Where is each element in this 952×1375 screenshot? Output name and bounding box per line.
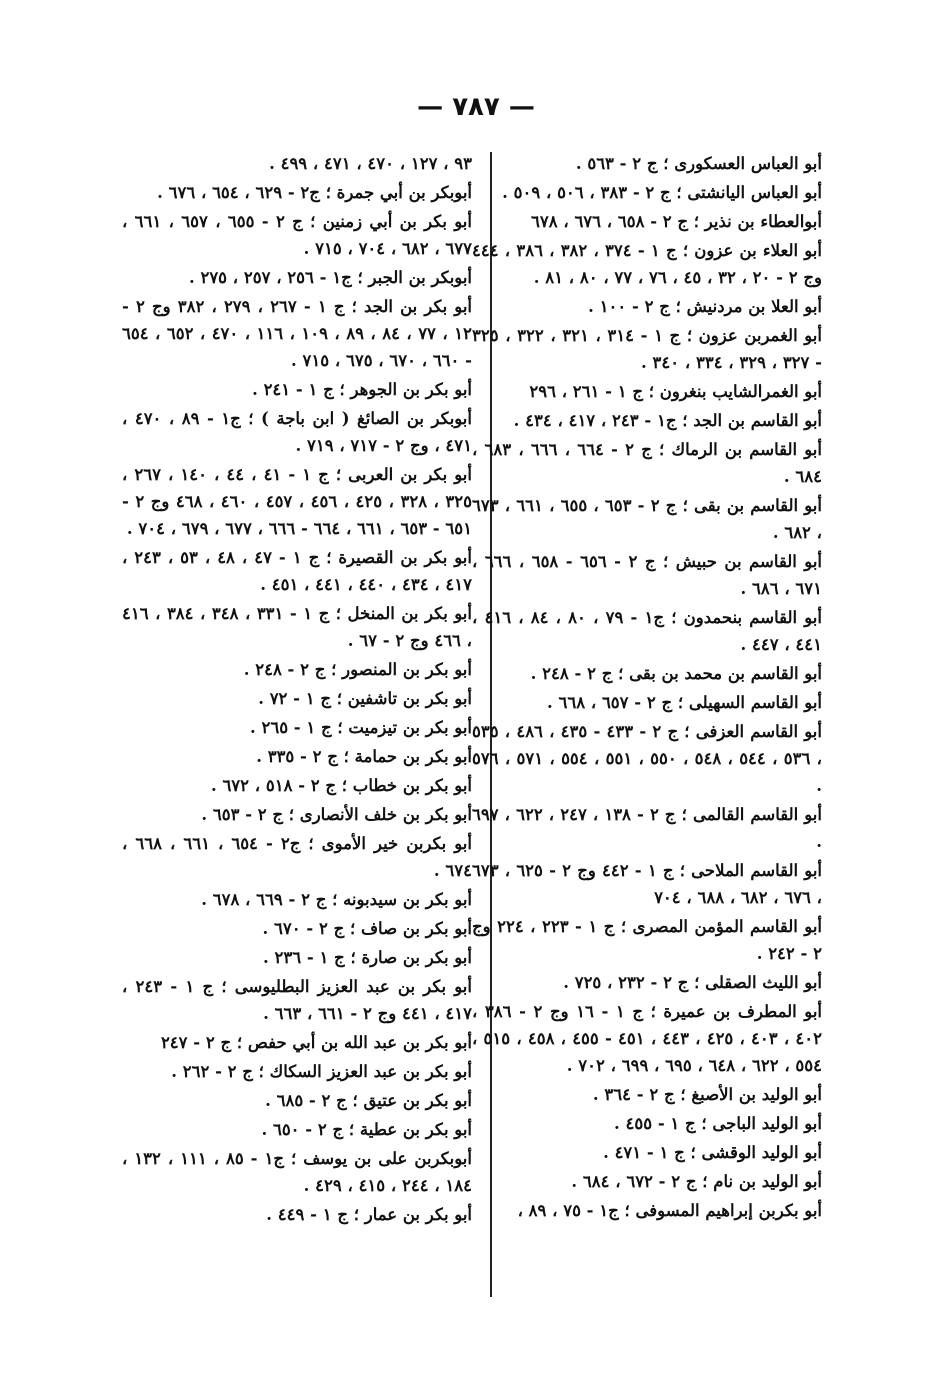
index-entry: أبو بكر بن خطاب ؛ ج ٢ - ٥١٨ ، ٦٧٢ .: [210, 776, 472, 795]
index-entry: ٩٣ ، ١٢٧ ، ٤٧٠ ، ٤٧١ ، ٤٩٩ .: [269, 154, 472, 173]
index-entry: أبو القاسم بن الرماك ؛ ج ٢ - ٦٦٤ ، ٦٦٦ ، ٦٨٣ ، ٦٨٤ .: [472, 440, 822, 486]
index-entry: أبو بكر بن أبي زمنين ؛ ج ٢ - ٦٥٥ ، ٦٥٧ ، ٦٦١ ، ٦٧٧ ، ٦٨٢ ، ٧٠٤ ، ٧١٥ .: [122, 212, 472, 258]
left-column: [122, 150, 472, 1228]
index-entry: أبو بكر بن القصيرة ؛ ج ١ - ٤٧ ، ٤٨ ، ٥٣ ، ٢٤٣ ، ٤١٧ ، ٤٣٤ ، ٤٤٠ ، ٤٤١ ، ٤٥١ .: [122, 548, 472, 594]
index-entry: أبو الوليد بن نام ؛ ج ٢ - ٦٧٢ ، ٦٨٤ .: [571, 1172, 822, 1191]
index-entry: أبو العلاء بن عزون ؛ ج ١ - ٣٧٤ ، ٣٨٢ ، ٣٨٦ ، ٤٤٤ وج ٢ - ٢٠ ، ٣٢ ، ٤٥ ، ٧٦ ، ٧٧ ، ٨٠ ، ٨١ .: [472, 241, 822, 287]
index-entry: أبو بكربن إبراهيم المسوفى ؛ ج١ - ٧٥ ، ٨٩ ،: [517, 1201, 822, 1220]
page-number: — ٧٨٧ —: [417, 92, 535, 122]
index-entry: أبو بكر بن الجد ؛ ج ١ - ٢٦٧ ، ٢٧٩ ، ٣٨٢ وج ٢ - ١٢ ، ٧٧ ، ٨٤ ، ٨٩ ، ١٠٩ ، ١١٦ ، ٤٧٠ ، ٦٥٢ ، ٦٥٤ - ٦٦٠ ، ٦٧٠ ، ٦٧٥ ، ٧١٥ .: [122, 297, 472, 370]
index-entry: أبو بكر بن عبد العزيز البطليوسى ؛ ج ١ - ٢٤٣ ، ٤١٧ ، ٤٤١ وج ٢ - ٦٦١ ، ٦٦٣ .: [122, 977, 472, 1023]
index-entry: أبو بكر بن حمامة ؛ ج ٢ - ٣٣٥ .: [256, 747, 472, 766]
index-entry: أبو القاسم القالمى ؛ ج ٢ - ١٣٨ ، ٢٤٧ ، ٦٢٢ ، ٦٩٧ .: [472, 805, 822, 851]
right-column: [472, 150, 822, 1224]
index-entry: أبوبكر بن أبي جمرة ؛ ج٢ - ٦٢٩ ، ٦٥٤ ، ٦٧٦ .: [157, 183, 472, 202]
index-entry: أبو بكر بن المنخل ؛ ج ١ - ٣٣١ ، ٣٤٨ ، ٣٨٤ ، ٤١٦ ، ٤٦٦ وج ٢ - ٦٧ .: [122, 604, 472, 650]
index-entry: أبو القاسم الملاحى ؛ ج ١ - ٤٤٢ وج ٢ - ٦٢٥ ، ٦٧٣ ، ٦٧٦ ، ٦٨٢ ، ٦٨٨ ، ٧٠٤: [472, 861, 823, 907]
index-entry: أبو بكر بن الجوهر ؛ ج ١ - ٢٤١ .: [252, 380, 472, 399]
index-entry: أبو القاسم بن الجد ؛ ج١ - ٢٤٣ ، ٤١٧ ، ٤٣٤ .: [513, 411, 822, 430]
index-entry: أبو العلا بن مردنيش ؛ ج ٢ - ١٠٠ .: [588, 297, 822, 316]
index-entry: أبو القاسم بن حبيش ؛ ج ٢ - ٦٥٦ - ٦٥٨ ، ٦٦٦ ، ٦٧١ ، ٦٨٦ .: [472, 552, 822, 598]
index-entry: أبو الوليد بن الأصبغ ؛ ج ٢ - ٣٦٤ .: [592, 1085, 822, 1104]
index-entry: أبو الوليد الباجى ؛ ج ١ - ٤٥٥ .: [613, 1114, 822, 1133]
index-entry: أبو القاسم السهيلى ؛ ج ٢ - ٦٥٧ ، ٦٦٨ .: [547, 693, 822, 712]
index-entry: أبو الوليد الوقشى ؛ ج ١ - ٤٧١ .: [603, 1143, 822, 1162]
index-entry: أبو القاسم بن محمد بن بقى ؛ ج ٢ - ٢٤٨ .: [530, 664, 822, 683]
index-entry: أبو الغمرالشايب بنغرون ؛ ج ١ - ٢٦١ ، ٢٩٦: [529, 382, 822, 401]
index-entry: أبو القاسم العزفى ؛ ج ٢ - ٤٣٣ - ٤٣٥ ، ٤٨٦ ، ٥٣٥ ، ٥٣٦ ، ٥٤٤ ، ٥٤٨ ، ٥٥٠ ، ٥٥١ ، ٥٥٤ ، ٥٧١ ، ٥٧٦ .: [472, 722, 822, 795]
index-entry: أبو بكر بن سيدبونه ؛ ج ٢ - ٦٦٩ ، ٦٧٨ .: [201, 890, 472, 909]
index-entry: أبو بكر بن تيزميت ؛ ج ١ - ٢٦٥ .: [249, 718, 472, 737]
index-entry: أبو بكر بن عتيق ؛ ج ٢ - ٦٨٥ .: [265, 1091, 472, 1110]
index-entry: أبو القاسم بنحمدون ؛ ج١ - ٧٩ ، ٨٠ ، ٨٤ ، ٤١٦ ، ٤٤١ ، ٤٤٧ .: [472, 608, 822, 654]
index-entry: أبوبكر بن الجبر ؛ ج١ - ٢٥٦ ، ٢٥٧ ، ٢٧٥ .: [188, 268, 472, 287]
index-entry: أبو بكر بن تاشفين ؛ ج ١ - ٧٢ .: [258, 689, 472, 708]
index-entry: أبو بكر بن عطية ؛ ج ٢ - ٦٥٠ .: [261, 1120, 472, 1139]
index-entry: أبو القاسم المؤمن المصرى ؛ ج ١ - ٢٢٣ ، ٢٢٤ وج ٢ - ٢٤٢ .: [472, 917, 822, 963]
index-entry: أبو الليث الصقلى ؛ ج ٢ - ٢٣٢ ، ٧٢٥ .: [563, 973, 822, 992]
index-entry: أبو بكر بن العربى ؛ ج ١ - ٤١ ، ٤٤ ، ١٤٠ ، ٢٦٧ ، ٣٢٥ ، ٣٢٨ ، ٤٢٥ ، ٤٥٦ ، ٤٥٧ ، ٤٦٠ ، ٤٦٨ وج ٢ - ٦٥١ - ٦٥٣ ، ٦٦١ ، ٦٦٤ - ٦٦٦ ، ٦٧٧ ، ٦٧٩ ، ٧٠٤ .: [122, 465, 472, 538]
index-entry: أبو بكر بن صارة ؛ ج ١ - ٢٣٦ .: [263, 948, 472, 967]
index-entry: أبو العباس العسكورى ؛ ج ٢ - ٥٦٣ .: [575, 154, 822, 173]
index-entry: أبو المطرف بن عميرة ؛ ج ١ - ١٦ وج ٢ - ٣٨٦ ، ٤٠٢ ، ٤٠٣ ، ٤٢٥ ، ٤٤٣ ، ٤٥١ - ٤٥٥ ، ٤٥٨ ، ٥١٥ ، ٥٥٤ ، ٦٢٢ ، ٦٤٨ ، ٦٩٥ ، ٦٩٩ ، ٧٠٢ .: [472, 1002, 823, 1075]
index-entry: أبو بكر بن صاف ؛ ج ٢ - ٦٧٠ .: [262, 919, 472, 938]
index-entry: أبو بكر بن المنصور ؛ ج ٢ - ٢٤٨ .: [243, 660, 472, 679]
index-entry: أبو بكر بن عمار ؛ ج ١ - ٤٤٩ .: [266, 1205, 472, 1224]
index-entry: أبوبكر بن الصائغ ( ابن باجة ) ؛ ج١ - ٨٩ ، ٤٧٠ ، ٤٧١ ، وج ٢ - ٧١٧ ، ٧١٩ .: [122, 409, 472, 455]
index-entry: أبو بكر بن عبد الله بن أبي حفص ؛ ج ٢ - ٢٤٧: [160, 1033, 472, 1052]
index-entry: أبو بكربن خير الأموى ؛ ج٢ - ٦٥٤ ، ٦٦١ ، ٦٦٨ ، ٦٧٤ .: [122, 834, 472, 880]
index-entry: أبوالعطاء بن نذير ؛ ج ٢ - ٦٥٨ ، ٦٧٦ ، ٦٧٨: [531, 212, 822, 231]
index-entry: أبو بكر بن عبد العزيز السكاك ؛ ج ٢ - ٢٦٢ .: [171, 1062, 472, 1081]
index-entry: أبو القاسم بن بقى ؛ ج ٢ - ٦٥٣ ، ٦٥٥ ، ٦٦١ ، ٦٧٣ ، ٦٨٢ .: [472, 496, 822, 542]
index-entry: أبو العباس اليانشتى ؛ ج ٢ - ٣٨٣ ، ٥٠٦ ، ٥٠٩ .: [502, 183, 822, 202]
index-entry: أبو الغمربن عزون ؛ ج ١ - ٣١٤ ، ٣٢١ ، ٣٢٢ ، ٣٢٥ - ٣٢٧ ، ٣٢٩ ، ٣٣٤ ، ٣٤٠ .: [472, 326, 822, 372]
index-entry: أبوبكربن على بن يوسف ؛ ج١ - ٨٥ ، ١١١ ، ١٣٢ ، ١٨٤ ، ٢٤٤ ، ٤١٥ ، ٤٢٩ .: [122, 1149, 472, 1195]
index-entry: أبو بكر بن خلف الأنصارى ؛ ج ٢ - ٦٥٣ .: [201, 805, 472, 824]
